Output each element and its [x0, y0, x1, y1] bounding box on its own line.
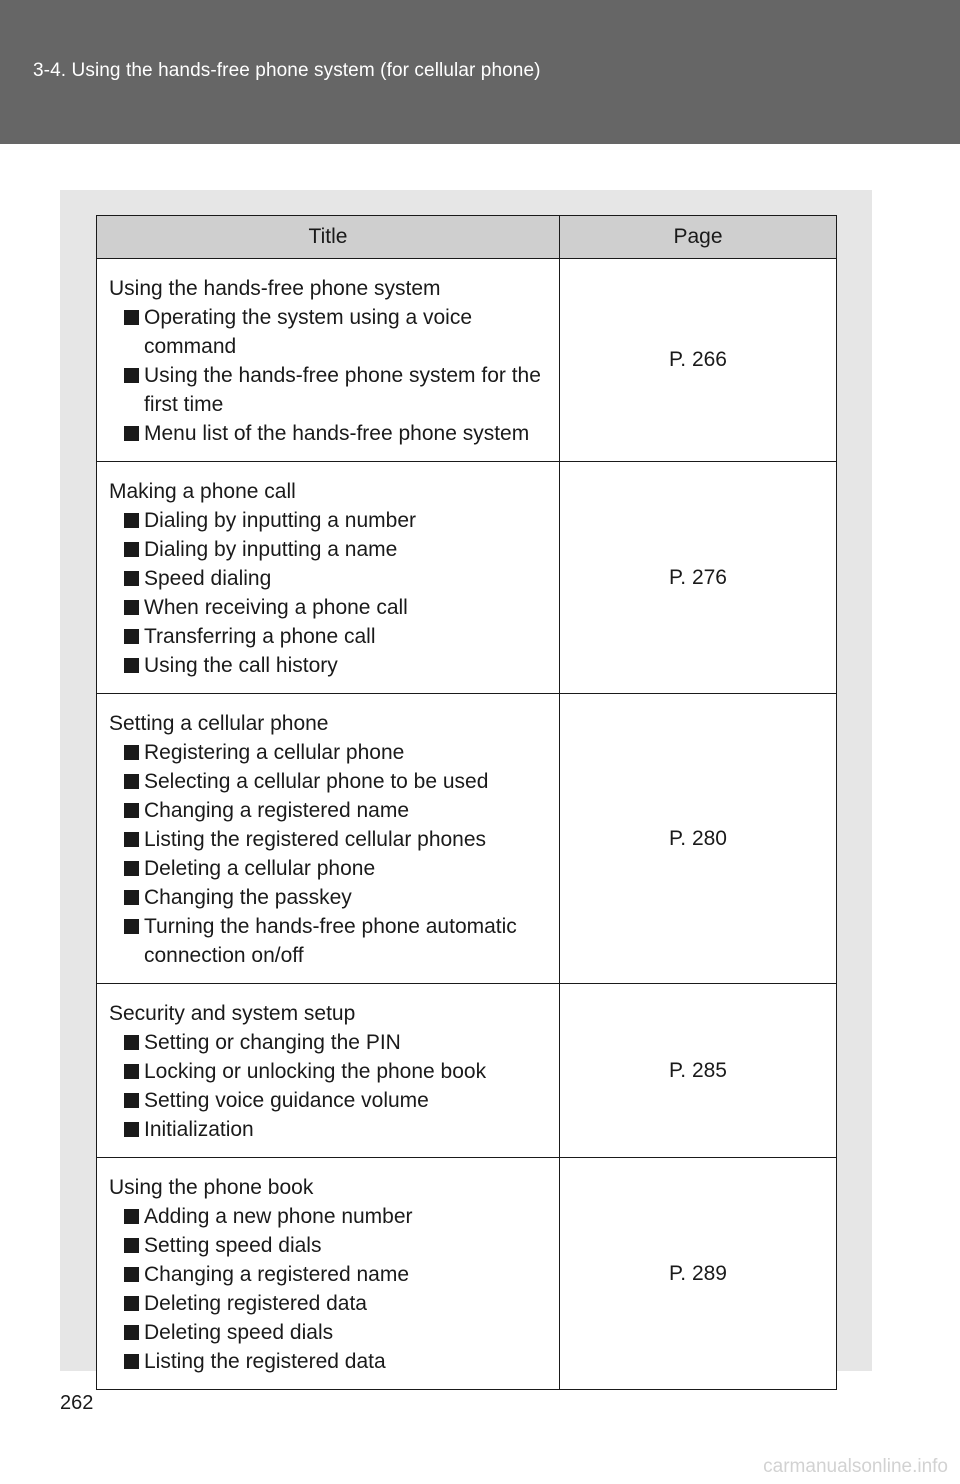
sub-topic-list [109, 1202, 549, 1376]
square-bullet-icon [124, 1267, 139, 1282]
sub-topic-list [109, 506, 549, 680]
table-row [97, 462, 837, 694]
list-item [109, 1231, 549, 1260]
list-item-label: When receiving a phone call [144, 596, 408, 619]
list-item-label: Listing the registered cellular phones [144, 828, 487, 851]
row-heading: Setting a cellular phone [109, 712, 329, 735]
column-header-title: Title [97, 216, 560, 259]
square-bullet-icon [124, 571, 139, 586]
list-item-label: Operating the system using a voice command [144, 306, 473, 358]
list-item [109, 1115, 549, 1144]
page-reference: P. 266 [560, 259, 837, 462]
list-item [109, 796, 549, 825]
row-heading: Using the phone book [109, 1176, 314, 1199]
list-item [109, 1202, 549, 1231]
row-heading: Making a phone call [109, 480, 296, 503]
square-bullet-icon [124, 542, 139, 557]
list-item-label: Transferring a phone call [144, 625, 376, 648]
list-item [109, 854, 549, 883]
list-item-label: Changing a registered name [144, 799, 410, 822]
page-reference: P. 285 [560, 984, 837, 1158]
square-bullet-icon [124, 310, 139, 325]
list-item-label: Adding a new phone number [144, 1205, 413, 1228]
square-bullet-icon [124, 745, 139, 760]
list-item-label: Selecting a cellular phone to be used [144, 770, 489, 793]
square-bullet-icon [124, 1296, 139, 1311]
list-item [109, 1318, 549, 1347]
table-row [97, 984, 837, 1158]
list-item-label: Deleting speed dials [144, 1321, 334, 1344]
column-header-page: Page [560, 216, 837, 259]
list-item-label: Using the call history [144, 654, 338, 677]
list-item [109, 1057, 549, 1086]
square-bullet-icon [124, 1064, 139, 1079]
square-bullet-icon [124, 890, 139, 905]
list-item-label: Changing a registered name [144, 1263, 410, 1286]
contents-table [96, 215, 837, 1390]
square-bullet-icon [124, 600, 139, 615]
row-title-cell [97, 1158, 560, 1390]
list-item [109, 767, 549, 796]
page-reference: P. 276 [560, 462, 837, 694]
square-bullet-icon [124, 658, 139, 673]
list-item-label: Dialing by inputting a number [144, 509, 416, 532]
list-item [109, 825, 549, 854]
square-bullet-icon [124, 629, 139, 644]
list-item-label: Setting speed dials [144, 1234, 322, 1257]
list-item-label: Dialing by inputting a name [144, 538, 398, 561]
list-item-label: Turning the hands-free phone automatic connection on/off [144, 915, 517, 967]
table-row [97, 694, 837, 984]
list-item [109, 738, 549, 767]
list-item-label: Setting voice guidance volume [144, 1089, 429, 1112]
square-bullet-icon [124, 1325, 139, 1340]
page-number: 262 [60, 1392, 94, 1414]
list-item-label: Registering a cellular phone [144, 741, 405, 764]
list-item [109, 883, 549, 912]
square-bullet-icon [124, 861, 139, 876]
square-bullet-icon [124, 919, 139, 934]
square-bullet-icon [124, 426, 139, 441]
list-item [109, 1028, 549, 1057]
page-header [0, 0, 960, 144]
list-item [109, 622, 549, 651]
list-item [109, 651, 549, 680]
row-heading: Using the hands-free phone system [109, 277, 441, 300]
square-bullet-icon [124, 1238, 139, 1253]
square-bullet-icon [124, 803, 139, 818]
list-item-label: Deleting a cellular phone [144, 857, 376, 880]
row-title-cell [97, 462, 560, 694]
section-title: 3-4. Using the hands-free phone system (for cellular phone) [33, 60, 541, 81]
list-item-label: Speed dialing [144, 567, 272, 590]
table-header-row [97, 216, 837, 259]
square-bullet-icon [124, 513, 139, 528]
list-item [109, 1260, 549, 1289]
list-item [109, 912, 549, 970]
sub-topic-list [109, 303, 549, 448]
square-bullet-icon [124, 1122, 139, 1137]
list-item-label: Changing the passkey [144, 886, 352, 909]
square-bullet-icon [124, 1209, 139, 1224]
list-item-label: Initialization [144, 1118, 254, 1141]
sub-topic-list [109, 1028, 549, 1144]
row-title-cell [97, 259, 560, 462]
list-item [109, 1347, 549, 1376]
list-item [109, 1289, 549, 1318]
list-item-label: Setting or changing the PIN [144, 1031, 401, 1054]
row-title-cell [97, 694, 560, 984]
list-item [109, 1086, 549, 1115]
list-item [109, 419, 549, 448]
square-bullet-icon [124, 1354, 139, 1369]
row-heading: Security and system setup [109, 1002, 356, 1025]
page-reference: P. 280 [560, 694, 837, 984]
table-row [97, 1158, 837, 1390]
list-item-label: Listing the registered data [144, 1350, 386, 1373]
square-bullet-icon [124, 774, 139, 789]
list-item [109, 564, 549, 593]
list-item-label: Deleting registered data [144, 1292, 367, 1315]
square-bullet-icon [124, 1035, 139, 1050]
list-item-label: Using the hands-free phone system for the first time [144, 364, 541, 416]
square-bullet-icon [124, 368, 139, 383]
list-item [109, 593, 549, 622]
row-title-cell [97, 984, 560, 1158]
list-item [109, 506, 549, 535]
list-item [109, 535, 549, 564]
page-reference: P. 289 [560, 1158, 837, 1390]
square-bullet-icon [124, 1093, 139, 1108]
sub-topic-list [109, 738, 549, 970]
watermark-text: carmanualsonline.info [763, 1456, 948, 1477]
square-bullet-icon [124, 832, 139, 847]
list-item [109, 303, 549, 361]
table-row [97, 259, 837, 462]
list-item-label: Menu list of the hands-free phone system [144, 422, 530, 445]
list-item [109, 361, 549, 419]
list-item-label: Locking or unlocking the phone book [144, 1060, 487, 1083]
